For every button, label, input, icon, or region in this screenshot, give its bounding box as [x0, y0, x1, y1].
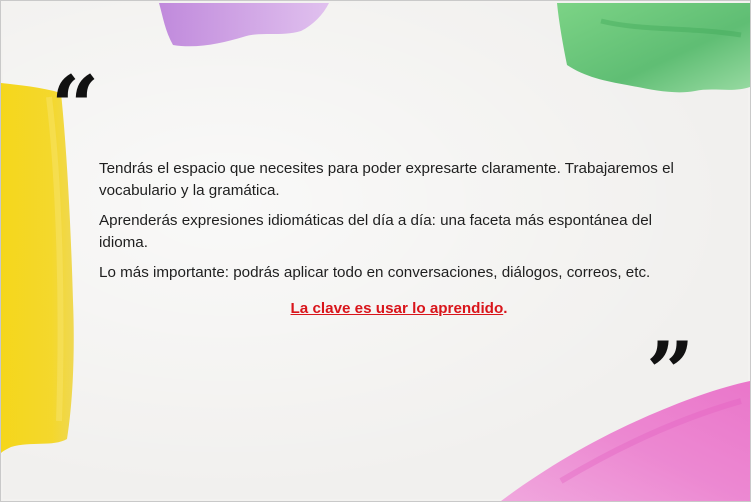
key-message [99, 298, 699, 320]
opening-quote-icon: “ [51, 57, 94, 156]
paragraph-1: Tendrás el espacio que necesites para poder expresarte claramente. Trabajaremos el vocabulario y la gramática. [99, 160, 674, 199]
key-message-period: . [503, 299, 508, 317]
pink-paint-stroke [501, 381, 750, 501]
closing-quote-icon: ” [646, 323, 689, 422]
paragraph-3: Lo más importante: podrás aplicar todo en conversaciones, diálogos, correos, etc. [99, 264, 651, 281]
purple-paint-stroke [159, 3, 329, 46]
quote-body [99, 158, 699, 319]
key-message-text: La clave es usar lo aprendido [290, 299, 504, 317]
paragraph-2: Aprenderás expresiones idiomáticas del día a día: una faceta más espontánea del idioma. [99, 212, 653, 251]
green-paint-stroke [557, 3, 750, 92]
